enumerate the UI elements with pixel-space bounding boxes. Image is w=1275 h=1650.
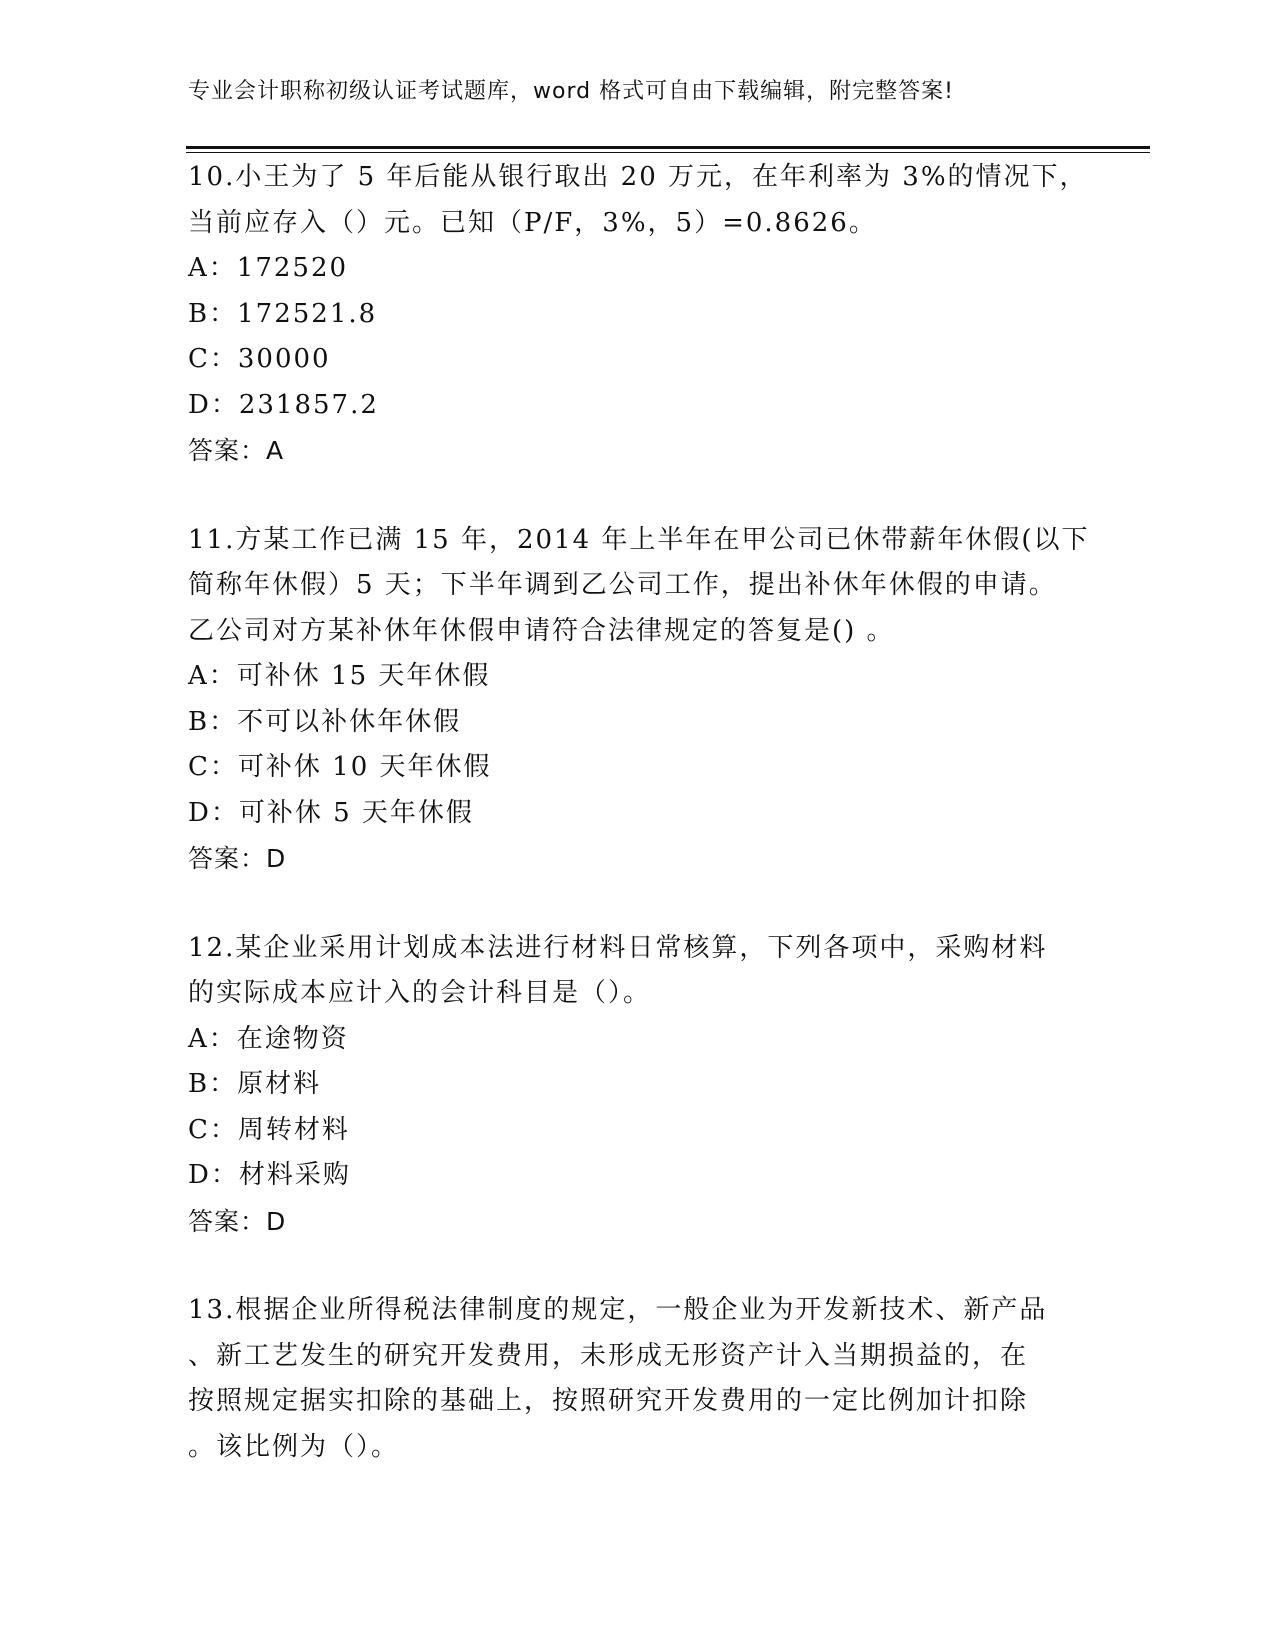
option-c: C：周转材料 [188, 1114, 350, 1145]
header-rule-thick [186, 146, 1150, 149]
option-c: C：30000 [188, 344, 331, 374]
question-13 [188, 1288, 1088, 1470]
question-stem-line: 10.小王为了 5 年后能从银行取出 20 万元，在年利率为 3%的情况下， [188, 162, 1088, 192]
option-a: A：172520 [188, 253, 349, 283]
option-a: A：在途物资 [188, 1023, 349, 1054]
question-12 [188, 926, 1088, 1245]
question-stem-line: 12.某企业采用计划成本法进行材料日常核算，下列各项中，采购材料 [188, 932, 1048, 963]
question-stem-line: 按照规定据实扣除的基础上，按照研究开发费用的一定比例加计扣除 [188, 1386, 1029, 1416]
option-b: B：原材料 [188, 1069, 322, 1099]
answer-line: 答案：D [188, 844, 287, 873]
question-stem-line: 11.方某工作已满 15 年，2014 年上半年在甲公司已休带薪年休假(以下 [188, 524, 1090, 555]
header-rule-thin [186, 152, 1150, 153]
page-header: 专业会计职称初级认证考试题库，word 格式可自由下载编辑，附完整答案! [188, 79, 954, 104]
answer-line: 答案：A [188, 436, 285, 465]
question-stem-line: 、新工艺发生的研究开发费用，未形成无形资产计入当期损益的，在 [188, 1340, 1029, 1371]
question-stem-line: 13.根据企业所得税法律制度的规定，一般企业为开发新技术、新产品 [188, 1295, 1048, 1325]
answer-line: 答案：D [188, 1206, 287, 1236]
question-stem-line: 。该比例为（）。 [188, 1431, 400, 1462]
question-stem-line: 的实际成本应计入的会计科目是（）。 [188, 978, 652, 1008]
question-list [188, 155, 1088, 1514]
option-d: D：可补休 5 天年休假 [188, 797, 474, 828]
question-stem-line: 简称年休假）5 天；下半年调到乙公司工作，提出补休年休假的申请。 [188, 570, 1057, 600]
option-c: C：可补休 10 天年休假 [188, 752, 492, 782]
question-10 [188, 155, 1088, 474]
question-stem-line: 当前应存入（）元。已知（P/F，3%，5）=0.8626。 [188, 207, 877, 238]
question-stem-line: 乙公司对方某补休年休假申请符合法律规定的答复是() 。 [188, 615, 895, 646]
option-d: D：材料采购 [188, 1160, 351, 1190]
option-b: B：不可以补休年休假 [188, 706, 462, 737]
option-d: D：231857.2 [188, 389, 379, 420]
question-11 [188, 518, 1088, 882]
option-b: B：172521.8 [188, 298, 378, 329]
option-a: A：可补休 15 天年休假 [188, 661, 491, 691]
